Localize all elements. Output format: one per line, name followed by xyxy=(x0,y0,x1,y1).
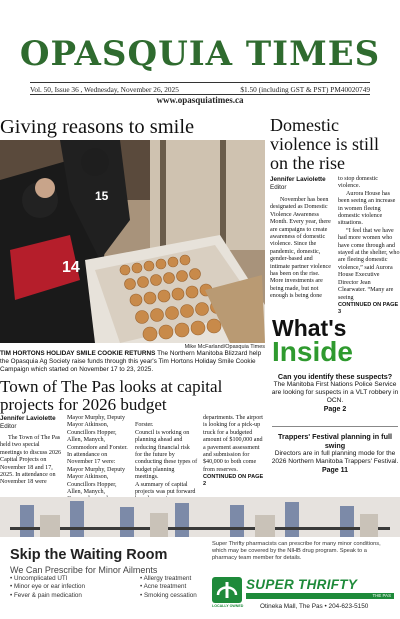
whats-inside-title xyxy=(272,315,400,367)
the-pas-headline[interactable]: Town of The Pas looks at capital projects for 2026 budget xyxy=(0,377,223,414)
domestic-text-2b: Aurora House has been seeing an increase in women fleeing domestic violence situations. xyxy=(338,190,396,227)
inside-item-desc: The Manitoba First Nations Police Service are looking for suspects in a VLT robbery in OCN. xyxy=(271,381,399,404)
inside-item-trappers[interactable] xyxy=(270,432,400,475)
caption-body: The Northern Manitoba Blizzard help the Opasquia Ag Society raise funds through this year's Tim Hortons Holiday Smile Cookie Campaign which started on November 17 to 23, 2025. xyxy=(0,350,262,373)
locally-owned-tag: LOCALLY OWNED xyxy=(212,604,244,608)
whats-inside-what: What's xyxy=(272,315,347,341)
inside-item-question: Can you identify these suspects? xyxy=(277,372,393,381)
price-line: $1.50 (including GST & PST) PM40020749 xyxy=(240,85,370,94)
super-thrifty-bar: THE PAS xyxy=(246,593,394,599)
the-pas-role: Editor xyxy=(0,422,17,430)
lead-photo xyxy=(0,140,265,343)
the-pas-column-4 xyxy=(203,415,266,488)
photo-credit: Mike McFarland/Opasquia Times xyxy=(184,344,265,350)
lead-headline[interactable]: Giving reasons to smile xyxy=(0,116,195,138)
the-pas-column-1 xyxy=(0,415,62,487)
domestic-column-2 xyxy=(338,176,400,316)
the-pas-text-1: The Town of The Pas held two special meetings to discuss 2026 Capital Projects on November 18 and 17, 2025. In attendance on November 18 were xyxy=(0,435,62,486)
inside-item-suspects[interactable] xyxy=(270,372,400,414)
ad-waiting-room-photo xyxy=(0,497,400,537)
ad-subhead: We Can Prescribe for Minor Ailments xyxy=(10,565,158,575)
the-pas-text-2: Mayor Murphy, Deputy Mayor Atkinson, Councillors Hopper, Allen, Manych, Commodore and Forster. In attendance on November 17 were: Mayor Murphy, Deputy Mayor Atkinson, Councillors Hopper, Allen, Manych, xyxy=(67,415,128,496)
domestic-role: Editor xyxy=(270,183,287,191)
domestic-headline[interactable]: Domestic violence is still on the rise xyxy=(270,115,379,173)
domestic-text-2c: “I feel that we have had more women who have come through and stayed at the shelter, who are fleeing domestic violence,” said Aurora House Executive Director Jean Clearwater. “Many are seeing xyxy=(338,227,400,301)
inside-item-page: Page 11 xyxy=(321,467,349,474)
waiting-room-illustration xyxy=(0,497,400,537)
domestic-text-1: November has been designated as Domestic Violence Awareness Month. Every year, there are campaigns to create awareness of domestic violence. Since the pandemic, domestic, gender-based and intimate partner violence has been on the rise. More investments are being made, but not enough is being done xyxy=(270,197,331,300)
the-pas-continued[interactable]: CONTINUED ON PAGE 2 xyxy=(203,474,264,488)
ad-list-item: • Uncomplicated UTI xyxy=(10,575,68,582)
newspaper-title: OPASQUIA TIMES xyxy=(19,34,381,74)
super-thrifty-ad[interactable] xyxy=(0,497,400,619)
the-pas-column-2 xyxy=(67,415,130,504)
cookie-table-illustration xyxy=(0,140,265,343)
caption-lead: TIM HORTONS HOLIDAY SMILE COOKIE RETURNS xyxy=(0,350,156,357)
photo-caption xyxy=(0,350,266,374)
domestic-author: Jennifer Laviolette xyxy=(270,176,326,183)
ad-list-item: • Allergy treatment xyxy=(140,575,192,582)
ad-list-item: • Minor eye or ear infection xyxy=(10,583,86,591)
masthead-rule-top xyxy=(30,82,370,83)
domestic-continued[interactable]: CONTINUED ON PAGE 3 xyxy=(338,301,399,315)
domestic-column-1 xyxy=(270,176,333,301)
ad-headline-block xyxy=(10,547,200,575)
issue-info xyxy=(30,85,370,94)
the-pas-author: Jennifer Laviolette xyxy=(0,415,56,422)
inside-item-question: Trappers' Festival planning in full swing xyxy=(278,432,392,450)
ad-list-item: • Smoking cessation xyxy=(140,591,197,599)
svg-text:14: 14 xyxy=(62,259,80,276)
store-location: Otineka Mall, The Pas • 204-623-5150 xyxy=(260,603,369,610)
inside-item-desc: Directors are in full planning mode for the 2026 Northern Manitoba Trappers' Festival. xyxy=(271,450,399,465)
the-pas-text-4: departments. The airport is looking for a pick-up truck for a budgeted amount of $100,000 and a pavement assessment and submission for $40,000 to both come from reserves. xyxy=(203,415,263,473)
inside-divider xyxy=(272,426,398,427)
the-pas-text-3: Forster. Council is working on planning ahead and reducing financial risk for the future by conducting these types of budget planning meetings. A summary of capital projects was put forward xyxy=(135,422,198,496)
super-thrifty-logo-icon xyxy=(212,577,242,603)
inside-item-page: Page 2 xyxy=(323,406,347,413)
svg-text:15: 15 xyxy=(95,189,109,203)
masthead xyxy=(0,0,400,108)
website-url[interactable]: www.opasquiatimes.ca xyxy=(156,95,244,105)
ad-list-item: • Acne treatment xyxy=(140,583,187,591)
ad-list-item: • Fever & pain medication xyxy=(10,591,82,599)
domestic-text-2a: to stop domestic violence. xyxy=(338,176,378,190)
issue-line: Vol. 50, Issue 36 , Wednesday, November 26, 2025 xyxy=(30,85,179,94)
ad-body: Super Thrifty pharmacists can prescribe for many minor conditions, which may be covered by the NIHB drug program. Speak to a pharmacy team member for details. xyxy=(212,541,381,562)
whats-inside-inside: Inside xyxy=(272,336,353,367)
ad-headline: Skip the Waiting Room xyxy=(10,547,168,563)
super-thrifty-brand: SUPER THRIFTY xyxy=(246,577,358,592)
